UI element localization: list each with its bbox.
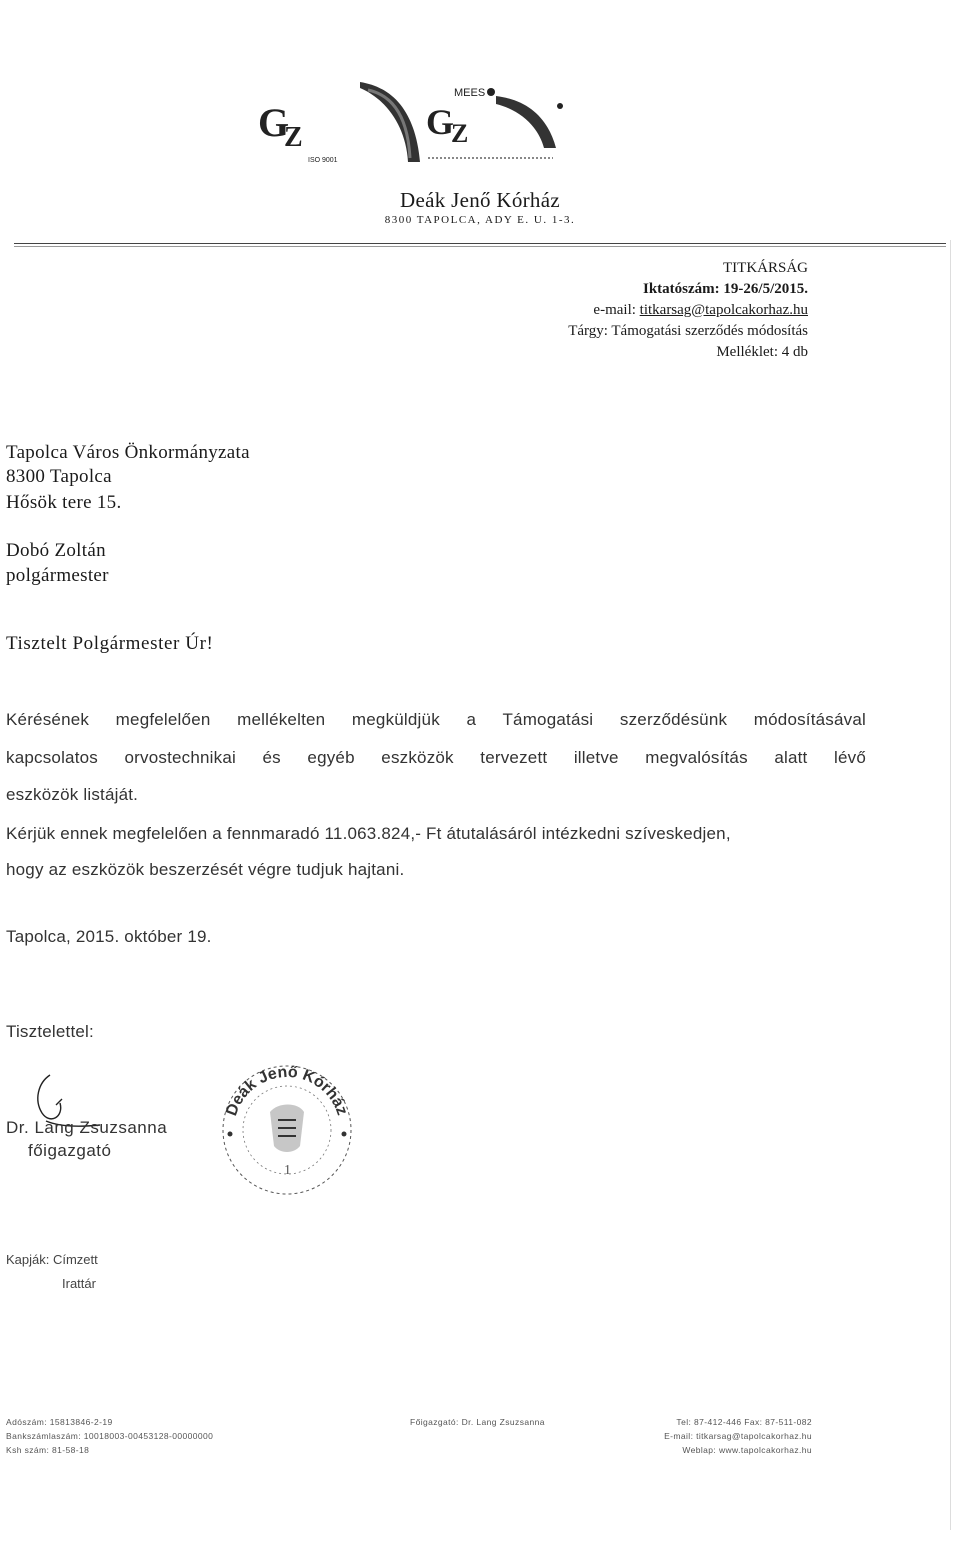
body-line-4: Kérjük ennek megfelelően a fennmaradó 11.063.824,- Ft átutalásáról intézkedni szíveskedjen, [6,824,731,843]
header-divider [14,243,946,244]
body-line-1: Kérésének megfelelően mellékelten megküldjük a Támogatási szerződésünk módosításával [6,710,866,729]
logo-right-caption: MEES [454,87,486,99]
department: TITKÁRSÁG [723,260,808,276]
svg-text:1: 1 [284,1163,291,1178]
salutation: Tisztelt Polgármester Úr! [6,633,214,654]
signer-role: főigazgató [28,1141,112,1160]
subject-line: Tárgy: Támogatási szerződés módosítás [568,323,808,339]
attachment-line: Melléklet: 4 db [716,344,808,360]
page-edge-line [950,240,951,1530]
footer-right [664,1415,812,1457]
logo-left-caption: ISO 9001 [308,157,338,164]
hospital-address: 8300 TAPOLCA, ADY E. U. 1-3. [384,214,576,226]
logo-left-mark: G [258,100,290,145]
email-line [593,300,808,320]
reference-number: Iktatószám: 19-26/5/2015. [643,281,808,297]
footer-website[interactable]: Weblap: www.tapolcakorhaz.hu [682,1445,812,1455]
footer-director: Főigazgató: Dr. Lang Zsuzsanna [410,1417,545,1427]
recipient-city: 8300 Tapolca [6,466,112,487]
recipient-title: polgármester [6,565,109,586]
svg-text:Deák Jenő Kórház: Deák Jenő Kórház [223,1063,351,1119]
closing: Tisztelettel: [6,1022,94,1041]
footer-left [6,1415,213,1457]
logo-right-mark: G [426,102,455,142]
hospital-name: Deák Jenő Kórház [400,188,560,212]
cc-item: Irattár [62,1276,96,1291]
email-link[interactable]: titkarsag@tapolcakorhaz.hu [639,302,808,318]
svg-text:Z: Z [451,119,469,148]
hospital-logo [248,78,568,168]
footer-ksh-number: Ksh szám: 81-58-18 [6,1445,90,1455]
header-divider-thin [14,246,946,247]
official-stamp [212,1050,362,1200]
signer-name: Dr. Lang Zsuzsanna [6,1118,168,1137]
email-label: e-mail: [593,302,640,318]
body-line-5: hogy az eszközök beszerzését végre tudjuk hajtani. [6,860,405,879]
logo-left-mark-z: Z [284,122,303,153]
place-date: Tapolca, 2015. október 19. [6,927,212,946]
footer-phone-fax: Tel: 87-412-446 Fax: 87-511-082 [676,1417,812,1427]
body-line-3: eszközök listáját. [6,785,139,804]
footer-email[interactable]: E-mail: titkarsag@tapolcakorhaz.hu [664,1431,812,1441]
recipient-street: Hősök tere 15. [6,492,122,513]
recipient-name: Dobó Zoltán [6,540,106,561]
cc-label: Kapják: Címzett [6,1252,98,1267]
body-line-2: kapcsolatos orvostechnikai és egyéb eszközök tervezett illetve megvalósítás alatt lévő [6,748,866,767]
recipient-org: Tapolca Város Önkormányzata [6,442,250,463]
footer-bank-account: Bankszámlaszám: 10018003-00453128-00000000 [6,1431,214,1441]
footer-tax-id: Adószám: 15813846-2-19 [6,1417,113,1427]
footer-middle [410,1415,545,1429]
